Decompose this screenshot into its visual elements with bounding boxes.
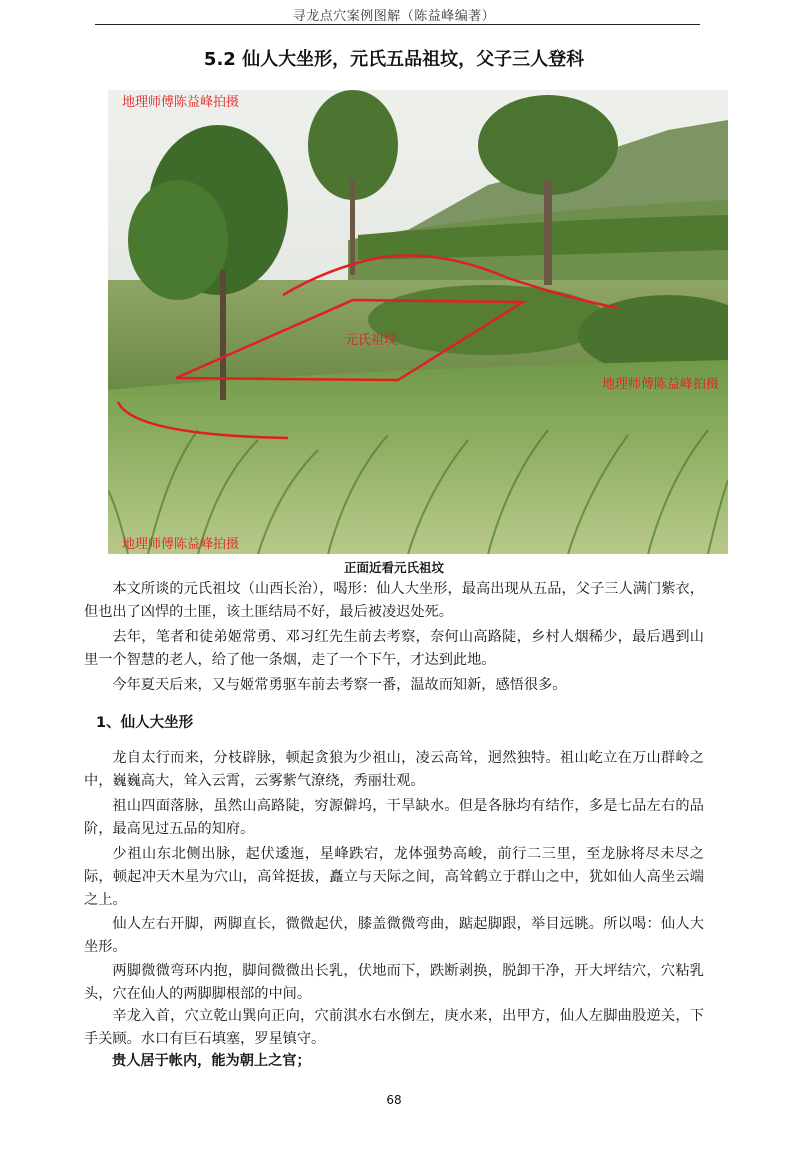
photo-bush <box>368 285 608 355</box>
paragraph-9: 辛龙入首，穴立乾山巽向正向，穴前淇水右水倒左，庚水来，出甲方，仙人左脚曲股逆关，下手关顾。水口有巨石填塞，罗星镇守。 <box>84 1008 704 1047</box>
paragraph-1: 本文所谈的元氏祖坟（山西长治），喝形：仙人大坐形，最高出现从五品，父子三人满门紫衣，但也出了凶悍的土匪，该土匪结局不好，最后被凌迟处死。 <box>84 581 704 620</box>
paragraph-5: 祖山四面落脉，虽然山高路陡，穷源僻坞，干旱缺水。但是各脉均有结作，多是七品左右的品阶，最高见过五品的知府。 <box>84 798 704 837</box>
section-title: 5.2 仙人大坐形，元氏五品祖坟，父子三人登科 <box>203 49 585 70</box>
photo-watermark-right: 地理师傅陈益峰拍摄 <box>602 377 720 392</box>
photo-grave-label: 元氏祖坟 <box>345 333 398 348</box>
photo-watermark-top: 地理师傅陈益峰拍摄 <box>122 95 240 110</box>
photo-caption: 正面近看元氏祖坟 <box>343 560 444 575</box>
emphasis-line: 贵人居于帐内，能为朝上之官； <box>112 1053 311 1069</box>
grave-photo <box>108 90 728 554</box>
page-number: 68 <box>386 1093 402 1107</box>
running-header: 寻龙点穴案例图解（陈益峰编著） <box>292 9 496 24</box>
paragraph-7: 仙人左右开脚，两脚直长，微微起伏，膝盖微微弯曲，踮起脚跟，举目远眺。所以喝：仙人大坐形。 <box>84 916 704 955</box>
section-heading: 1、仙人大坐形 <box>96 715 194 731</box>
photo-watermark-bottom: 地理师傅陈益峰拍摄 <box>122 537 240 552</box>
paragraph-2: 去年，笔者和徒弟姬常勇、邓习红先生前去考察，奈何山高路陡，乡村人烟稀少，最后遇到山里一个智慧的老人，给了他一条烟，走了一个下午，才达到此地。 <box>84 629 704 668</box>
paragraph-4: 龙自太行而来，分枝辟脉，顿起贪狼为少祖山，凌云高耸，迥然独特。祖山屹立在万山群岭之中，巍巍高大，耸入云霄，云雾紫气潦绕，秀丽壮观。 <box>84 750 704 789</box>
paragraph-6: 少祖山东北侧出脉，起伏逶迤，星峰跌宕，龙体强势高峻，前行二三里，至龙脉将尽未尽之际，顿起冲天木星为穴山，高耸挺拔，矗立与天际之间，高耸鹤立于群山之中，犹如仙人高坐云端之上。 <box>84 846 704 908</box>
paragraph-3: 今年夏天后来，又与姬常勇驱车前去考察一番，温故而知新，感悟很多。 <box>112 677 567 693</box>
paragraph-8: 两脚微微弯环内抱，脚间微微出长乳，伏地而下，跌断剥换，脱卸干净，开大坪结穴，穴粘乳头，穴在仙人的两脚脚根部的中间。 <box>84 963 704 1002</box>
header-rule <box>95 24 700 25</box>
